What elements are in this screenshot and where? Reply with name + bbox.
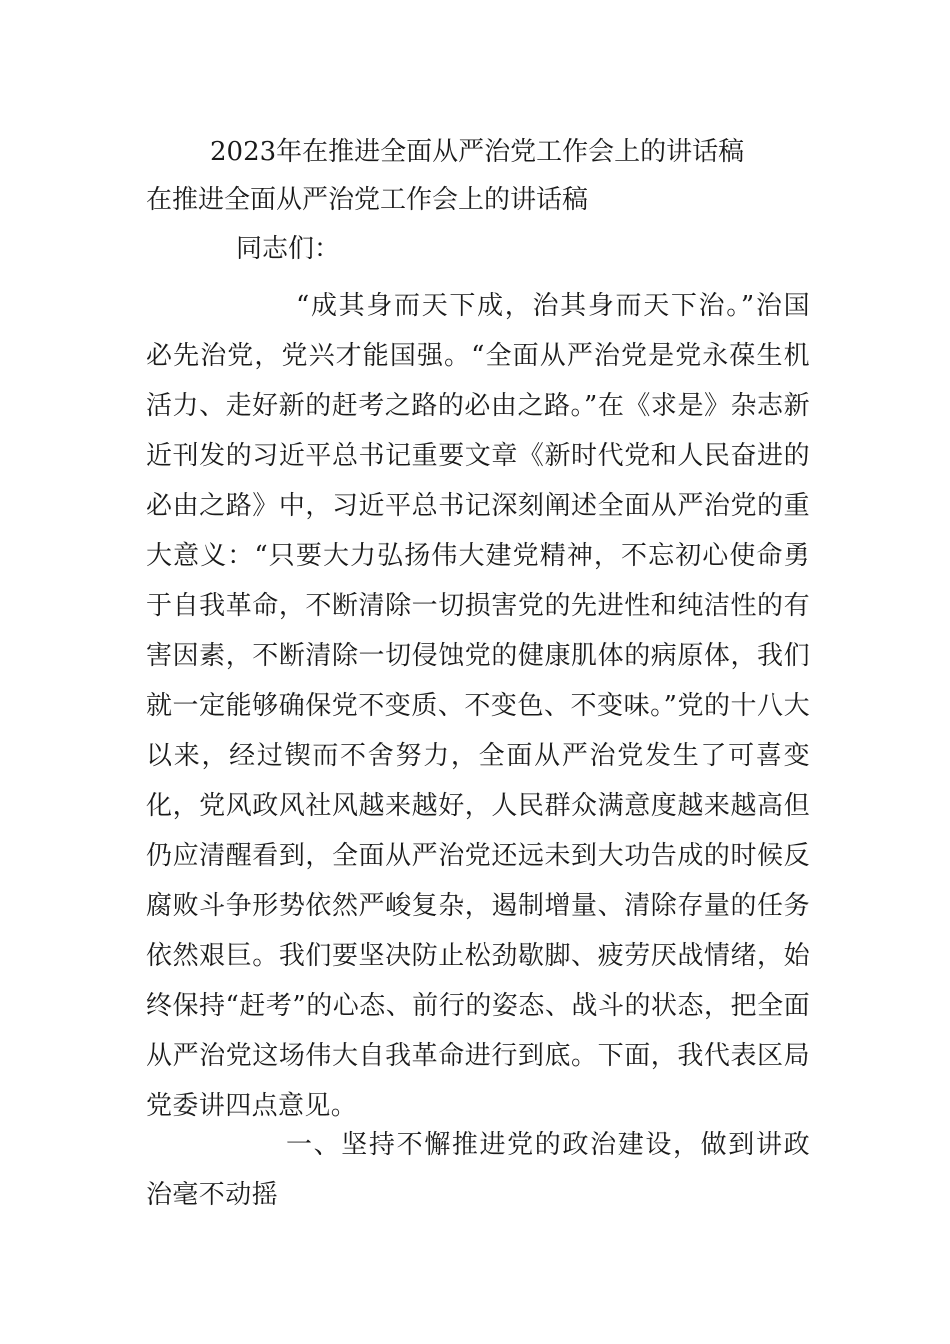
greeting: 同志们： (236, 234, 341, 264)
section-heading: 一、坚持不懈推进党的政治建设，做到讲政治毫不动摇 (146, 1130, 810, 1210)
document-title: 2023年在推进全面从严治党工作会上的讲话稿 (210, 137, 745, 167)
body-paragraph: “成其身而天下成，治其身而天下治。”治国必先治党，党兴才能国强。“全面从严治党是党永葆生机活力、走好新的赶考之路的必由之路。”在《求是》杂志新近刊发的习近平总书记重要文章《新时代党和人民奋进的必由之路》中，习近平总书记深刻阐述全面从严治党的重大意义：“只要大力弘扬伟大建党精神，不忘初心使命勇于自我革命，不断清除一切损害党的先进性和纯洁性的有害因素，不断清除一切侵蚀党的健康肌体的病原体，我们就一定能够确保党不变质、不变色、不变味。”党的十八大以来，经过锲而不舍努力，全面从严治党发生了可喜变化，党风政风社风越来越好，人民群众满意度越来越高但仍应清醒看到，全面从严治党还远未到大功告成的时候反腐败斗争形势依然严峻复杂，遏制增量、清除存量的任务依然艰巨。我们要坚决防止松劲歇脚、疲劳厌战情绪，始终保持“赶考”的心态、前行的姿态、战斗的状态，把全面从严治党这场伟大自我革命进行到底。下面，我代表区局党委讲四点意见。 (146, 291, 810, 1121)
document-subtitle: 在推进全面从严治党工作会上的讲话稿 (146, 185, 589, 215)
